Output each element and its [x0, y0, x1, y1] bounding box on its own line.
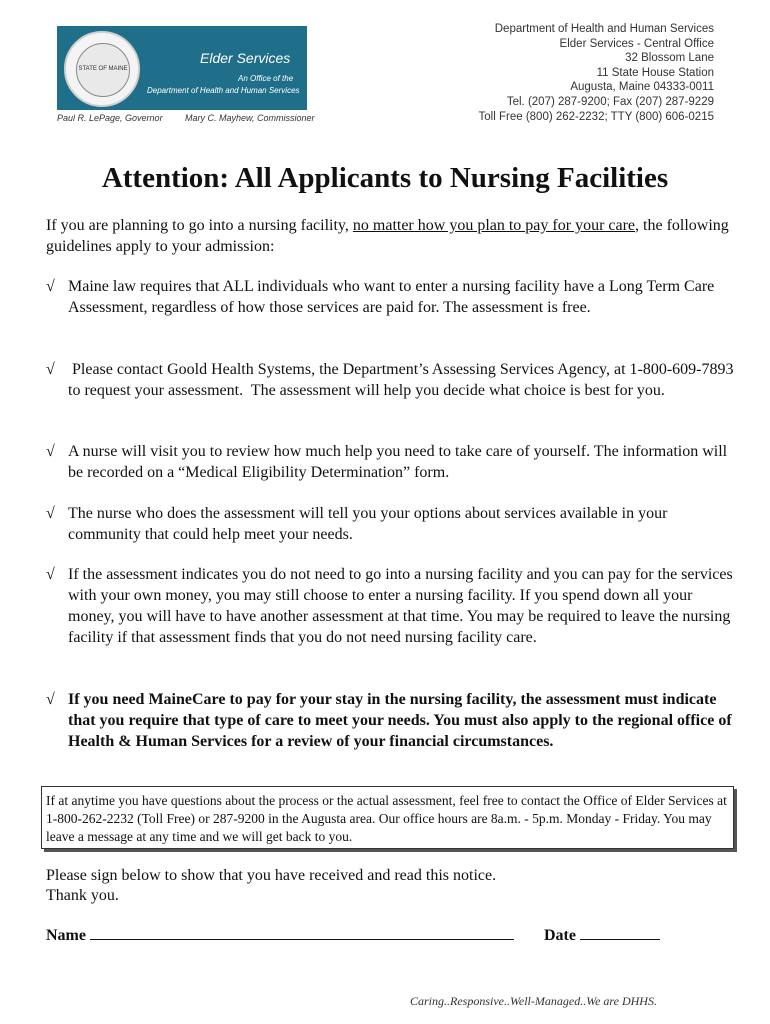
- guideline-item-maincare: [46, 689, 736, 752]
- thank-you: Thank you.: [46, 887, 119, 904]
- date-label: Date: [544, 927, 576, 944]
- guideline-item: [46, 503, 736, 545]
- guideline-text: The nurse who does the assessment will tell you your options about services available in your community that could help meet your needs.: [68, 505, 668, 543]
- elder-services-label: Elder Services: [200, 50, 291, 66]
- dhhs-label: Department of Health and Human Services: [147, 86, 300, 95]
- intro-underlined: no matter how you plan to pay for your care: [352, 217, 636, 234]
- commissioner-name: Mary C. Mayhew, Commissioner: [185, 113, 315, 123]
- guideline-text: Maine law requires that ALL individuals who want to enter a nursing facility have a Long Term Care Assessment, regardless of how those services are paid for. The assessment is free.: [68, 278, 715, 316]
- name-signature-field[interactable]: [46, 924, 514, 945]
- address-line: Elder Services - Central Office: [559, 37, 714, 50]
- address-block: [479, 22, 714, 124]
- check-mark-icon: √: [46, 443, 55, 460]
- guideline-text: A nurse will visit you to review how much help you need to take care of yourself. The information will be recorded on a “Medical Eligibility Determination” form.: [68, 443, 728, 481]
- address-line: Augusta, Maine 04333-0011: [570, 81, 714, 94]
- guideline-item: [46, 276, 736, 318]
- name-blank-line[interactable]: [90, 924, 514, 940]
- date-blank-line[interactable]: [580, 924, 660, 940]
- guideline-item: [46, 441, 736, 483]
- name-label: Name: [46, 927, 86, 944]
- page-title: Attention: All Applicants to Nursing Facilities: [101, 162, 669, 194]
- check-mark-icon: √: [46, 278, 55, 295]
- footer-slogan: Caring..Responsive..Well-Managed..We are DHHS.: [410, 994, 657, 1008]
- governor-name: Paul R. LePage, Governor: [57, 113, 163, 123]
- intro-paragraph: [46, 215, 736, 257]
- check-mark-icon: √: [46, 505, 55, 522]
- check-mark-icon: √: [46, 566, 55, 583]
- guideline-item: [46, 359, 736, 401]
- guideline-text: If the assessment indicates you do not need to go into a nursing facility and you can pay for the services with your own money, you may still choose to enter a nursing facility. If you spend down all your money, you will have to have another assessment at that time. You may be required to leave the nursing facility if that assessment finds that you do not need nursing facility care.: [68, 566, 733, 646]
- date-field[interactable]: [544, 924, 660, 945]
- contact-notice-box: If at anytime you have questions about the process or the actual assessment, feel free to contact the Office of Elder Services at 1-800-262-2232 (Toll Free) or 287-9200 in the Augusta area. Our office hours are 8a.m. - 5p.m. Monday - Friday. You may leave a message at any time and we will get back to you.: [41, 786, 734, 849]
- address-line: Toll Free (800) 262-2232; TTY (800) 606-0215: [478, 110, 714, 123]
- guideline-text: Please contact Goold Health Systems, the Department’s Assessing Services Agency, at 1-800-609-7893 to request your assessment. The assessment will help you decide what choice is best for you.: [68, 361, 738, 399]
- guideline-text: If you need MaineCare to pay for your stay in the nursing facility, the assessment must indicate that you require that type of care to meet your needs. You must also apply to the regional office of Health & Human Services for a review of your financial circumstances.: [68, 691, 732, 750]
- address-line: Department of Health and Human Services: [494, 23, 714, 35]
- address-line: Tel. (207) 287-9200; Fax (207) 287-9229: [506, 95, 714, 108]
- sign-line: Please sign below to show that you have received and read this notice.: [46, 867, 497, 884]
- intro-after: , the following guidelines apply to your admission:: [46, 217, 729, 255]
- address-line: 32 Blossom Lane: [625, 52, 714, 65]
- sign-instructions: [46, 866, 496, 906]
- address-line: 11 State House Station: [596, 66, 714, 79]
- seal-text: STATE OF MAINE: [78, 66, 128, 72]
- intro-before: If you are planning to go into a nursing facility,: [46, 217, 353, 234]
- check-mark-icon: √: [46, 361, 55, 378]
- guideline-item: [46, 564, 736, 648]
- office-of-label: An Office of the: [238, 74, 294, 83]
- state-seal-icon: [64, 31, 140, 107]
- check-mark-icon: √: [46, 691, 55, 708]
